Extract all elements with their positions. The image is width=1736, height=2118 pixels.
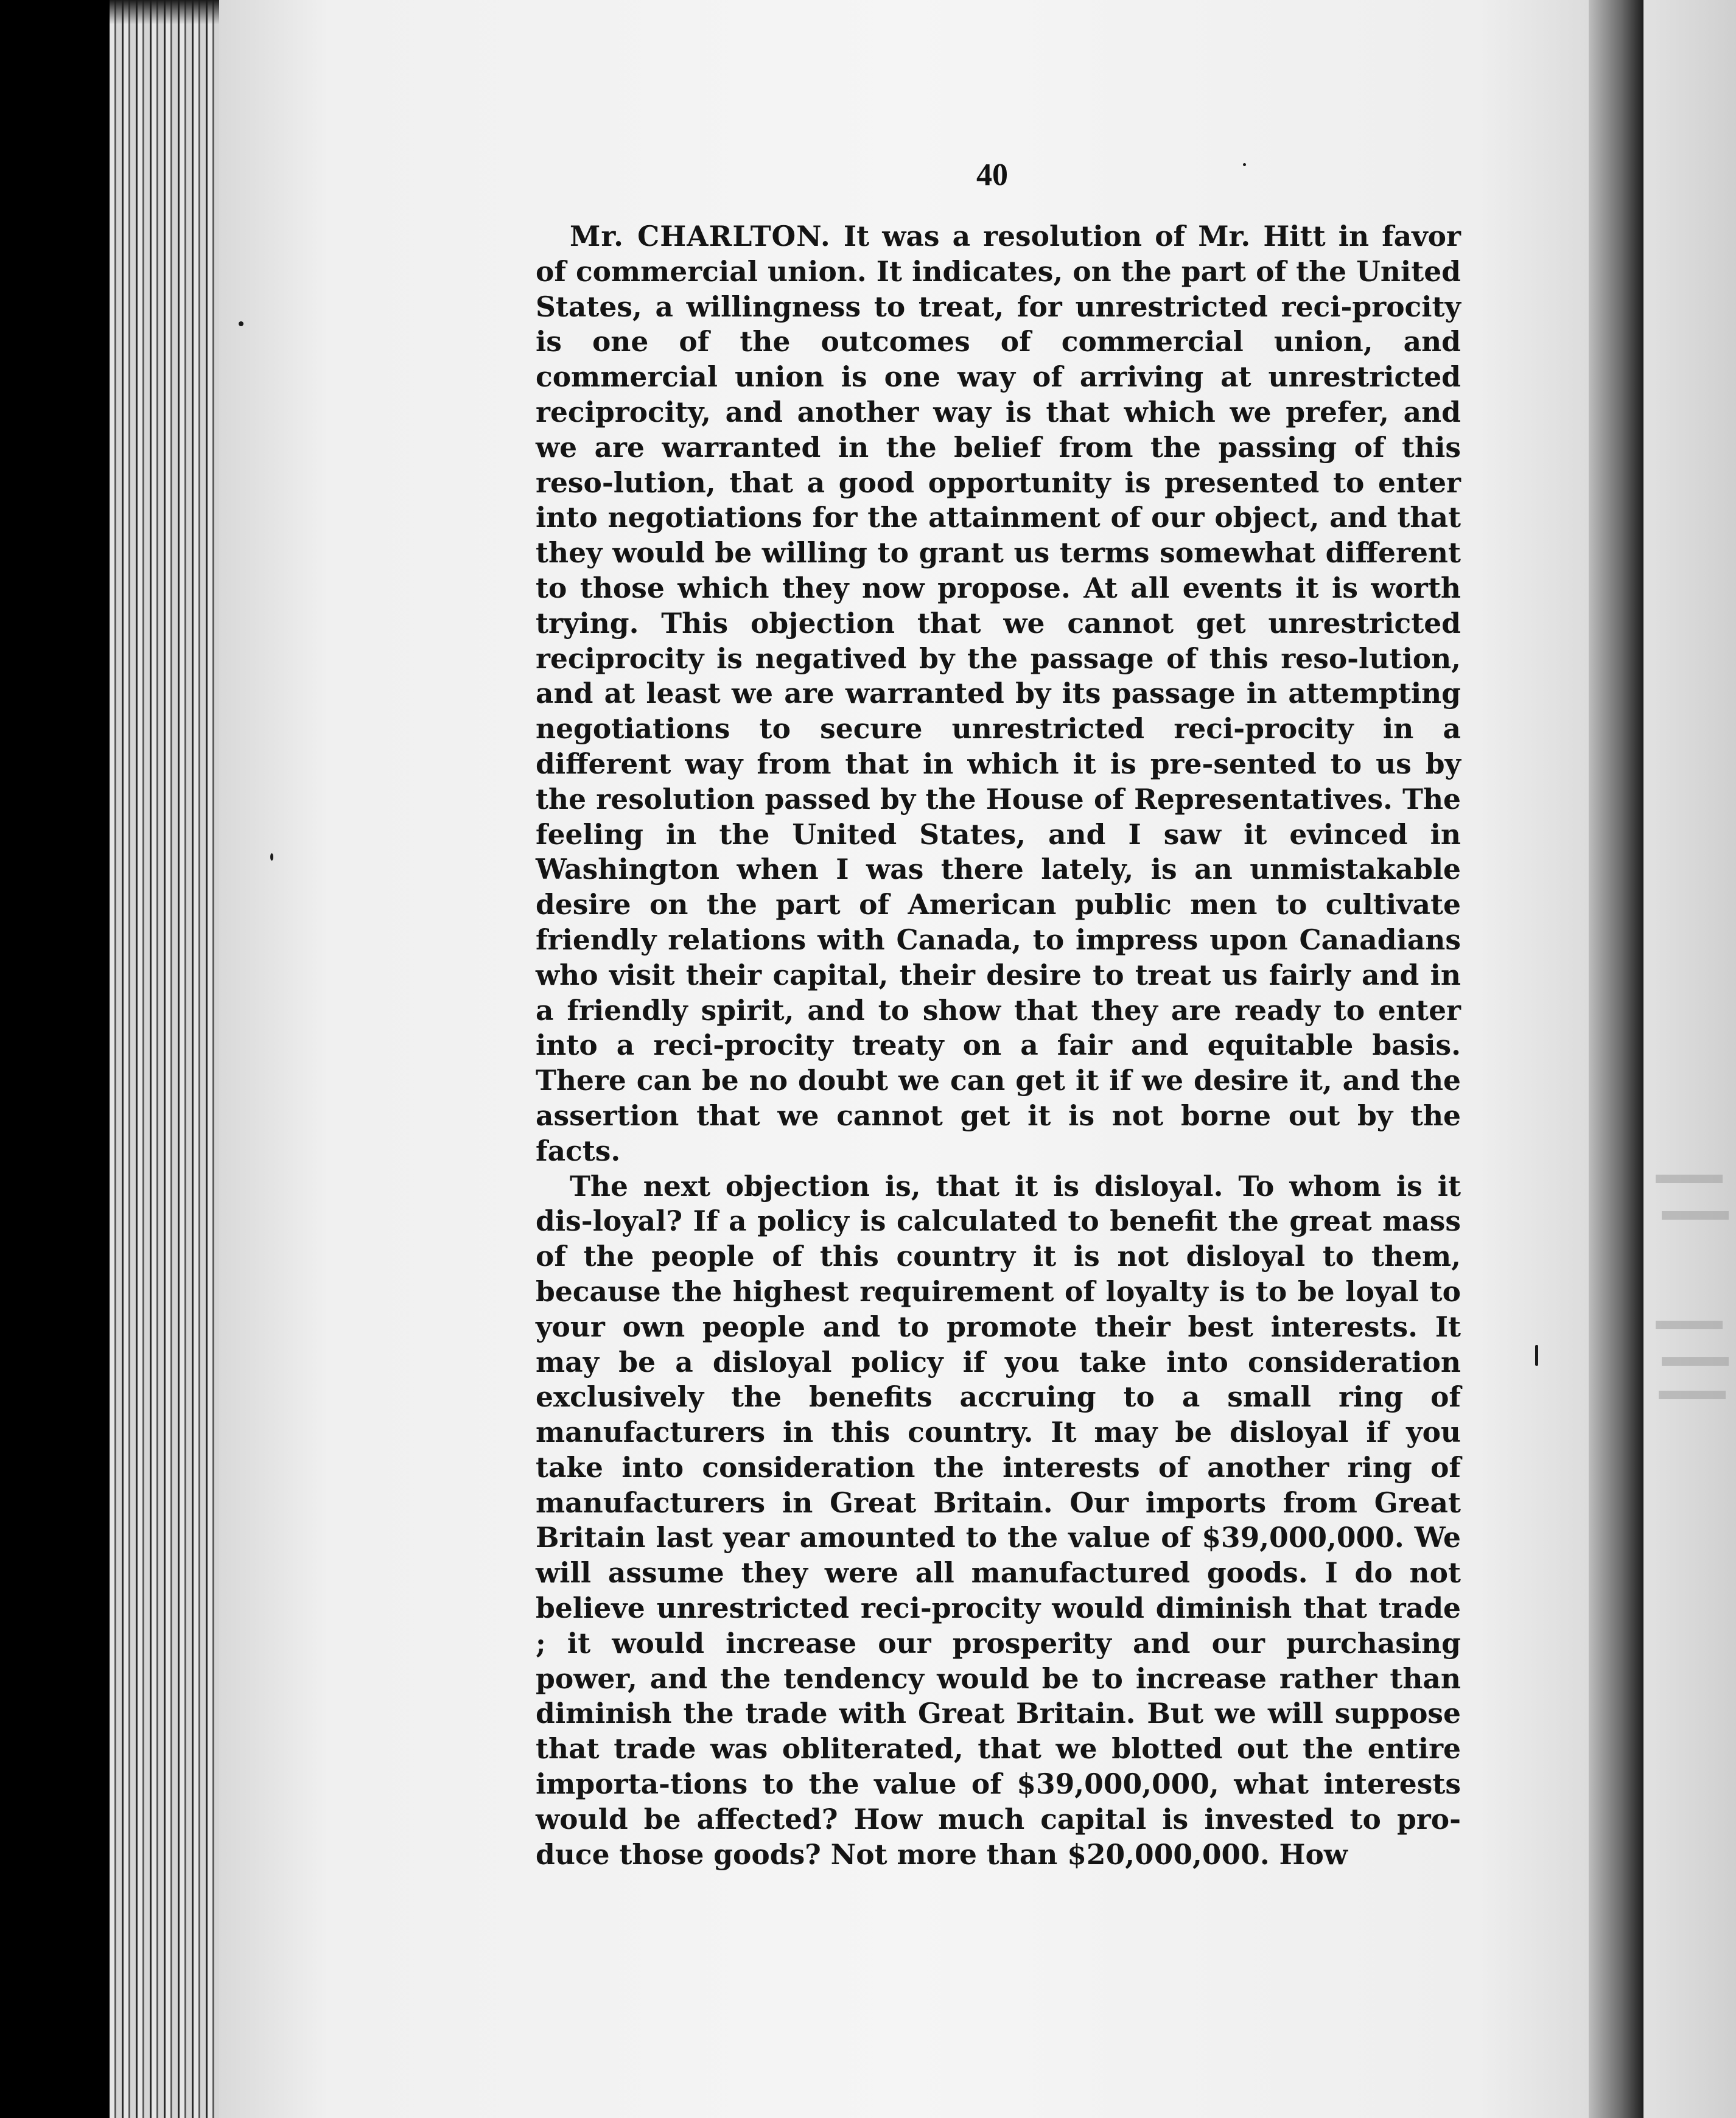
- facing-page-edge: [1643, 0, 1736, 2118]
- speaker-name: Mr. CHARLTON.: [570, 220, 831, 253]
- microfilm-border: [0, 0, 110, 2118]
- show-through-text: [1656, 1321, 1723, 1329]
- scan-speck: [1243, 163, 1246, 166]
- page-number: 40: [976, 158, 1008, 192]
- paragraph-1-text: It was a resolution of Mr. Hitt in favor of commercial union. It indicates, on the part of the United States, a willingness to treat, for unrestricted reci-procity is one of the outcomes of commercial union, and commercial union is one way of arriving at unrestricted reciprocity, and another way is that which we prefer, and we are warranted in the belief from the passing of this reso-lution, that a good opportunity is presented to enter into negotiations for the attainment of our object, and that they would be willing to grant us terms somewhat different to those which they now propose. At all events it is worth trying. This objection that we cannot get unrestricted reciprocity is negatived by the passage of this reso-lution, and at least we are warranted by its passage in attempting negotiations to secure unrestricted reci-procity in a different way from that in which it is pre-sented to us by the resolution passed by the House of Representatives. The feeling in the United States, and I saw it evinced in Washington when I was there lately, is an unmistakable desire on the part of American public men to cultivate friendly relations with Canada, to impress upon Canadians who visit their capital, their desire to treat us fairly and in a friendly spirit, and to show that they are ready to enter into a reci-procity treaty on a fair and equitable basis. There can be no doubt we can get it if we desire it, and the assertion that we cannot get it is not borne out by the facts.: [536, 220, 1461, 1167]
- book-gutter-shadow: [1589, 0, 1643, 2118]
- stacked-page-edges: [110, 0, 219, 2118]
- paragraph-1: [536, 219, 1461, 1169]
- paragraph-2: [536, 1169, 1461, 1873]
- scan-speck: [270, 853, 273, 861]
- paragraph-2-text: The next objection is, that it is disloyal. To whom is it dis-loyal? If a policy is calculated to benefit the great mass of the people of this country it is not disloyal to them, because the highest requirement of loyalty is to be loyal to your own people and to promote their best interests. It may be a disloyal policy if you take into consideration exclusively the benefits accruing to a small ring of manufacturers in this country. It may be disloyal if you take into consideration the interests of another ring of manufacturers in Great Britain. Our imports from Great Britain last year amounted to the value of $39,000,000. We will assume they were all manufactured goods. I do not believe unrestricted reci-procity would diminish that trade ; it would increase our prosperity and our purchasing power, and the tendency would be to increase rather than diminish the trade with Great Britain. But we will suppose that trade was obliterated, that we blotted out the entire importa-tions to the value of $39,000,000, what interests would be affected? How much capital is invested to pro-duce those goods? Not more than $20,000,000. How: [536, 1169, 1461, 1871]
- show-through-text: [1659, 1391, 1726, 1399]
- show-through-text: [1662, 1357, 1729, 1366]
- page-body-text: [536, 219, 1461, 1872]
- show-through-text: [1662, 1211, 1729, 1220]
- show-through-text: [1656, 1175, 1723, 1183]
- scan-speck: [1535, 1345, 1538, 1366]
- scan-speck: [239, 321, 243, 326]
